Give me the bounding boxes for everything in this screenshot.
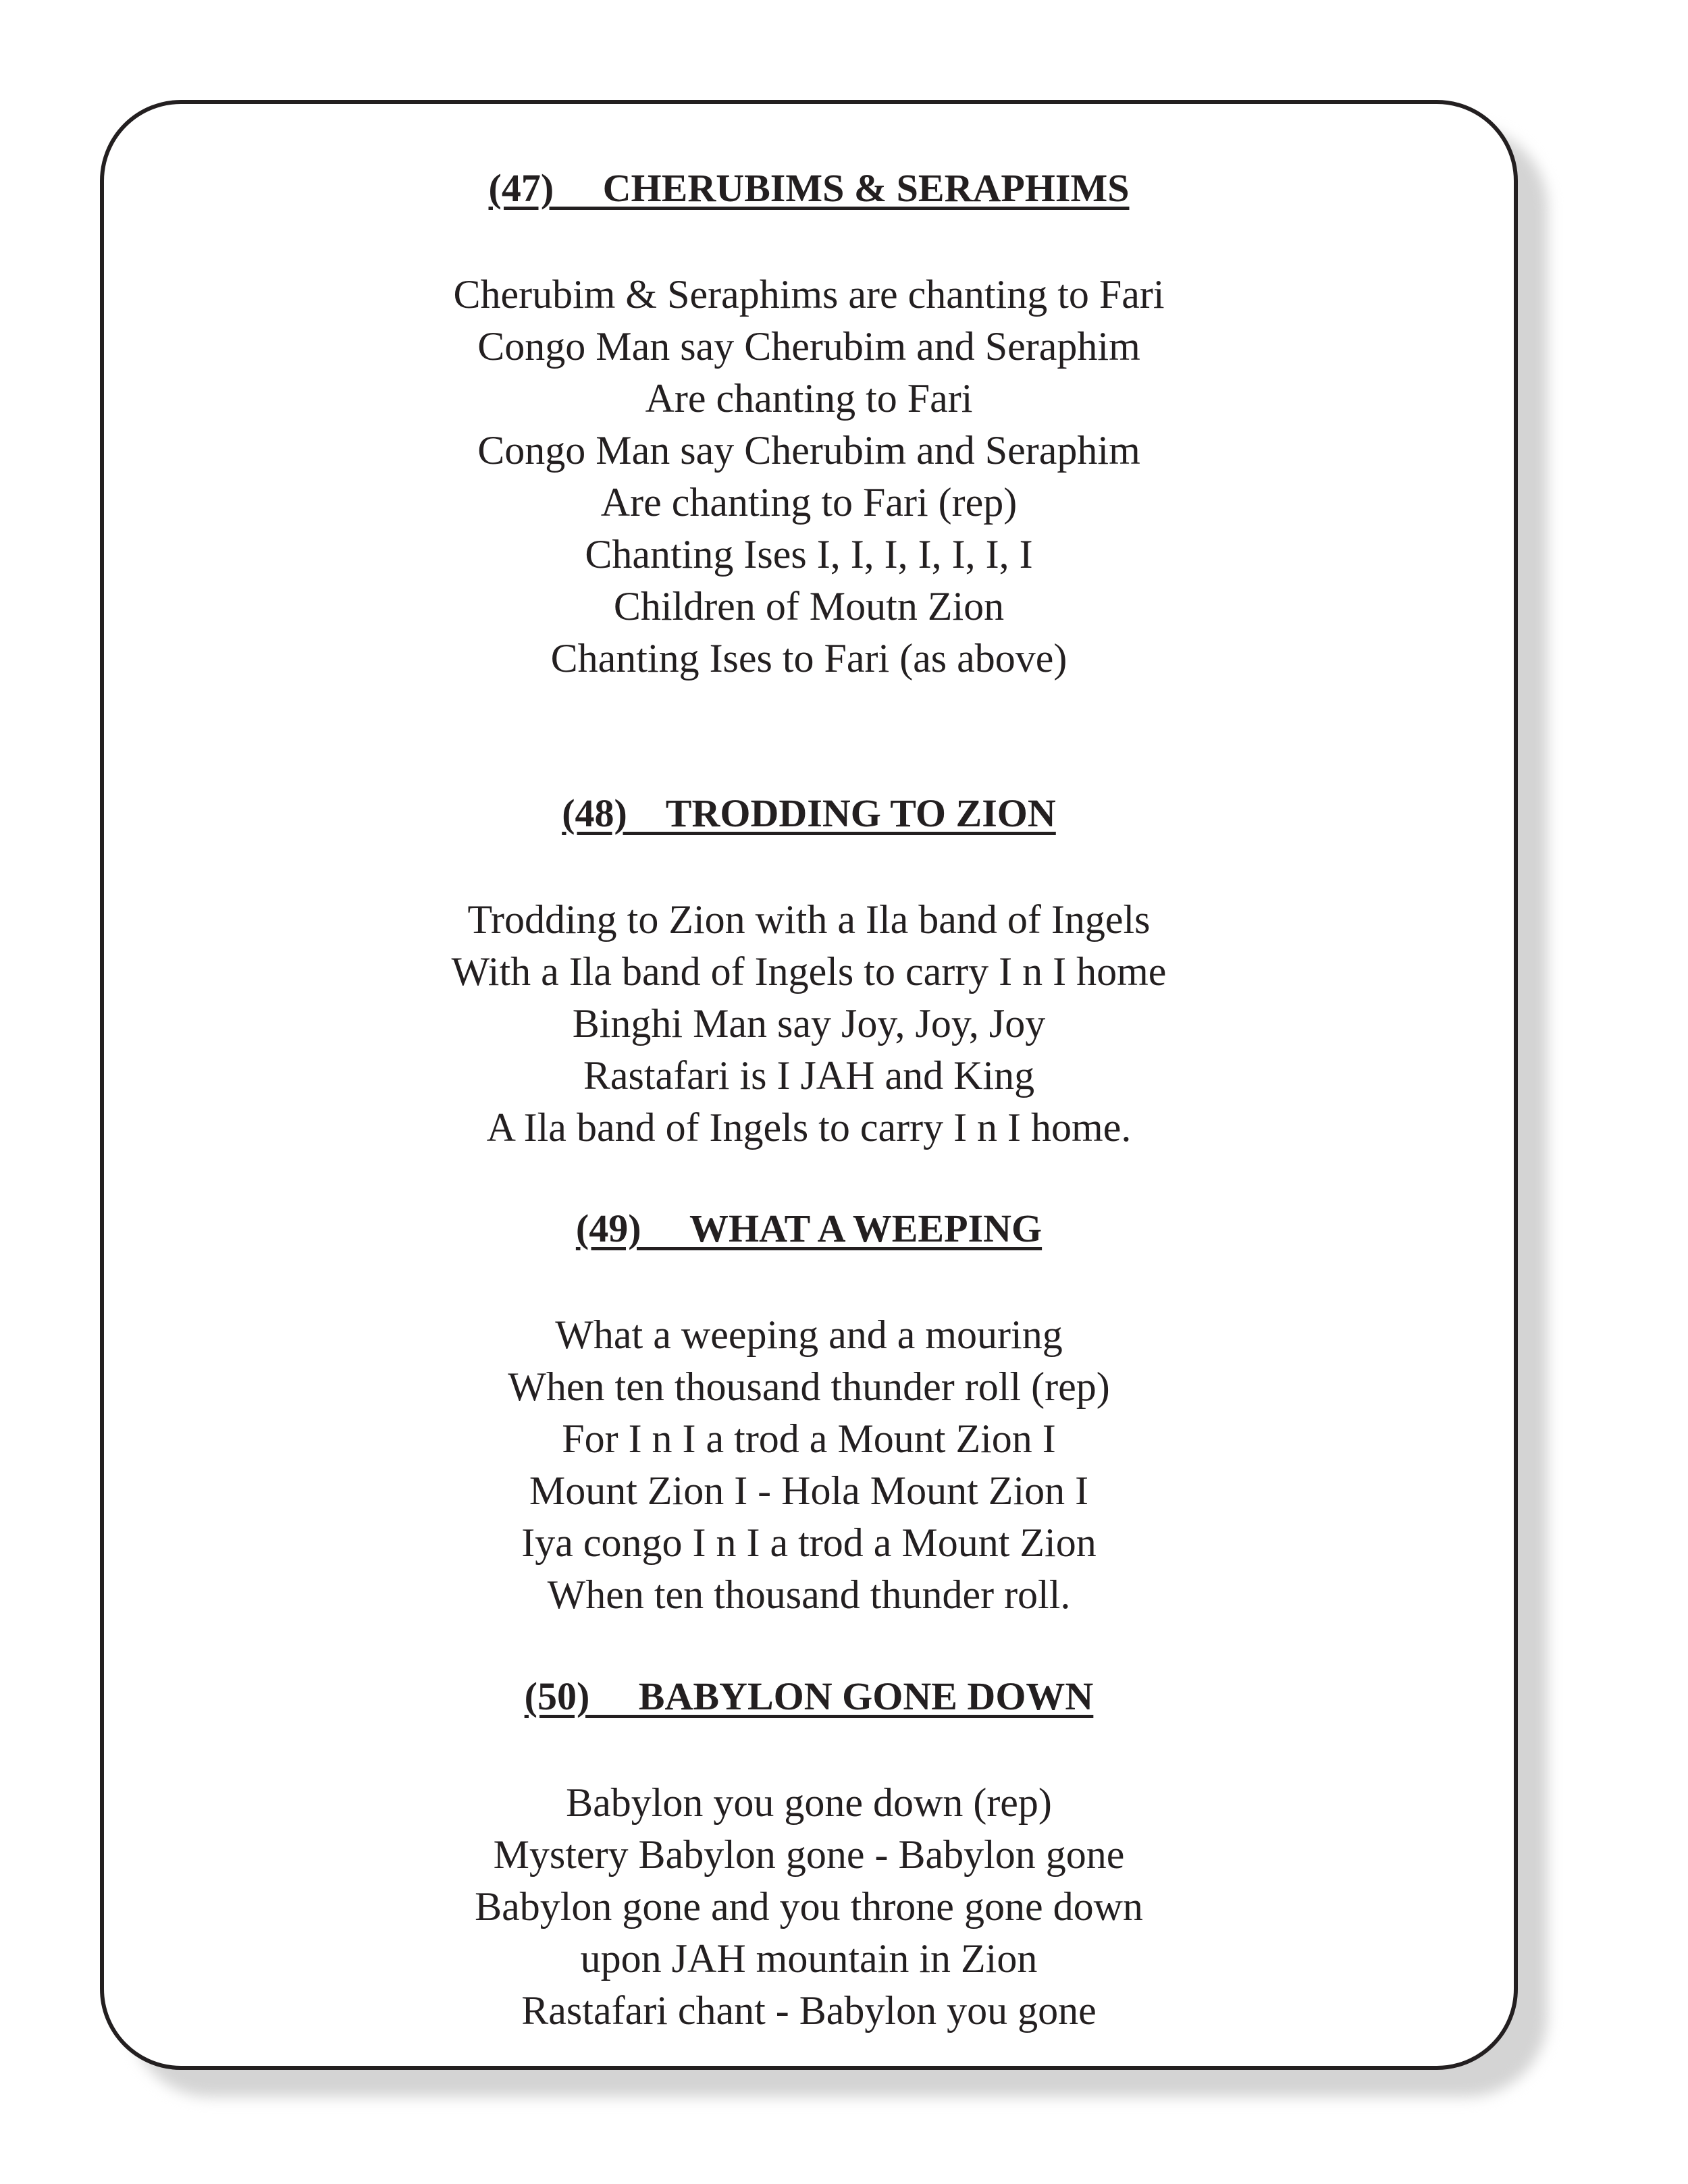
lyric-line: Babylon you gone down (rep) <box>566 1780 1052 1825</box>
lyric-line: Babylon gone and you throne gone down <box>475 1884 1143 1929</box>
lyric-line: Mount Zion I - Hola Mount Zion I <box>529 1468 1089 1513</box>
lyric-line: Binghi Man say Joy, Joy, Joy <box>572 1001 1046 1046</box>
lyric-line: When ten thousand thunder roll. <box>547 1572 1071 1617</box>
lyric-line: Mystery Babylon gone - Babylon gone <box>493 1832 1125 1877</box>
song-verse <box>100 1309 1518 1621</box>
song-title: (47) CHERUBIMS & SERAPHIMS <box>488 166 1130 210</box>
song-title: (50) BABYLON GONE DOWN <box>524 1674 1094 1718</box>
lyric-line: With a Ila band of Ingels to carry I n I home <box>451 949 1167 994</box>
lyric-line: For I n I a trod a Mount Zion I <box>562 1416 1056 1461</box>
lyric-line: When ten thousand thunder roll (rep) <box>508 1364 1110 1409</box>
lyric-line: What a weeping and a mouring <box>555 1312 1063 1357</box>
lyric-line: Children of Moutn Zion <box>613 584 1005 629</box>
song-50 <box>100 1670 1518 2037</box>
lyric-line: Cherubim & Seraphims are chanting to Fari <box>453 272 1165 317</box>
song-verse <box>100 1777 1518 2037</box>
lyric-line: Chanting Ises I, I, I, I, I, I, I <box>585 532 1033 577</box>
lyric-line: Chanting Ises to Fari (as above) <box>550 636 1067 681</box>
page-content <box>100 100 1518 2070</box>
lyric-line: Iya congo I n I a trod a Mount Zion <box>521 1520 1097 1565</box>
lyric-line: Congo Man say Cherubim and Seraphim <box>477 324 1140 369</box>
song-49 <box>100 1202 1518 1621</box>
lyric-line: A Ila band of Ingels to carry I n I home. <box>486 1105 1132 1150</box>
song-title: (48) TRODDING TO ZION <box>562 791 1056 835</box>
lyric-line: upon JAH mountain in Zion <box>580 1936 1038 1981</box>
lyric-line: Congo Man say Cherubim and Seraphim <box>477 428 1140 473</box>
song-47 <box>100 162 1518 685</box>
lyric-line: Are chanting to Fari (rep) <box>600 480 1018 525</box>
lyric-line: Trodding to Zion with a Ila band of Ingels <box>467 897 1151 942</box>
song-verse <box>100 269 1518 685</box>
song-verse <box>100 894 1518 1154</box>
lyric-line: Rastafari is I JAH and King <box>583 1053 1035 1098</box>
lyric-line: Rastafari chant - Babylon you gone <box>521 1988 1097 2033</box>
lyric-line: Are chanting to Fari <box>645 376 973 421</box>
song-title: (49) WHAT A WEEPING <box>575 1206 1043 1250</box>
song-48 <box>100 787 1518 1154</box>
